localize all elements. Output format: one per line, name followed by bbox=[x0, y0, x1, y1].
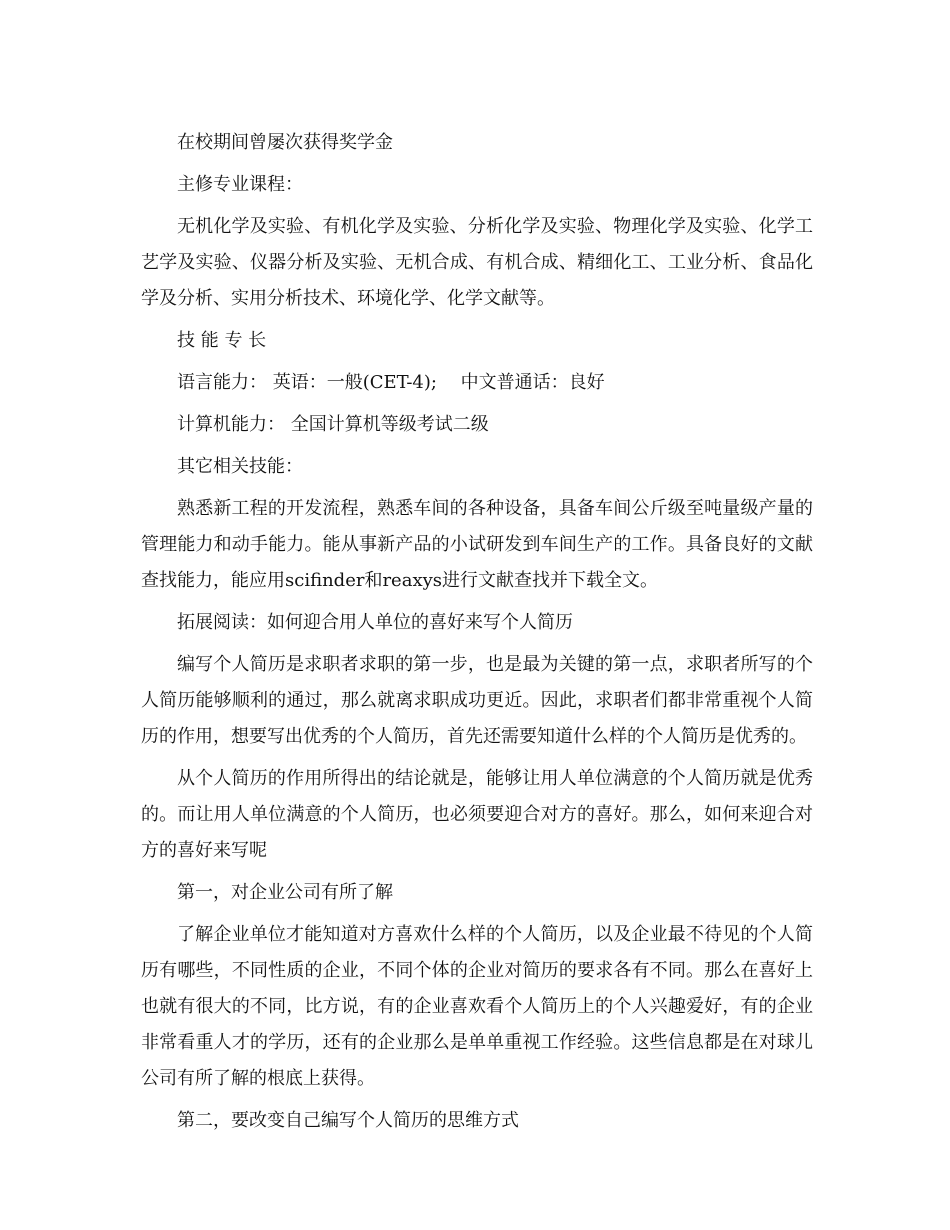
first-point-paragraph: 了解企业单位才能知道对方喜欢什么样的个人简历，以及企业最不待见的个人简历有哪些，不同性质的企业，不同个体的企业对简历的要求各有不同。那么在喜好上也就有很大的不同，比方说，有的企业喜欢看个人简历上的个人兴趣爱好，有的企业非常看重人才的学历，还有的企业那么是单单重视工作经验。这些信息都是在对球儿公司有所了解的根底上获得。 bbox=[141, 924, 813, 1089]
computer-ability: 计算机能力： 全国计算机等级考试二级 bbox=[177, 414, 489, 435]
resume-importance-paragraph: 编写个人简历是求职者求职的第一步，也是最为关键的第一点，求职者所写的个人简历能够顺利的通过，那么就离求职成功更近。因此，求职者们都非常重视个人简历的作用，想要写出优秀的个人简历，首先还需要知道什么样的个人简历是优秀的。 bbox=[141, 654, 813, 747]
major-courses-heading: 主修专业课程： bbox=[177, 174, 303, 195]
other-skills-description: 熟悉新工程的开发流程，熟悉车间的各种设备，具备车间公斤级至吨量级产量的管理能力和动手能力。能从事新产品的小试研发到车间生产的工作。具备良好的文献查找能力，能应用scifinder和reaxys进行文献查找并下载全文。 bbox=[141, 498, 813, 591]
second-point-heading: 第二，要改变自己编写个人简历的思维方式 bbox=[177, 1110, 519, 1131]
extended-reading-title: 拓展阅读：如何迎合用人单位的喜好来写个人简历 bbox=[177, 612, 573, 633]
resume-conclusion-paragraph: 从个人简历的作用所得出的结论就是，能够让用人单位满意的个人简历就是优秀的。而让用人单位满意的个人简历，也必须要迎合对方的喜好。那么，如何来迎合对方的喜好来写呢 bbox=[141, 768, 813, 861]
language-ability: 语言能力： 英语：一般(CET-4); 中文普通话：良好 bbox=[177, 372, 605, 393]
scholarship-line: 在校期间曾屡次获得奖学金 bbox=[177, 132, 393, 153]
skills-heading: 技 能 专 长 bbox=[177, 330, 267, 351]
major-courses-list: 无机化学及实验、有机化学及实验、分析化学及实验、物理化学及实验、化学工艺学及实验、仪器分析及实验、无机合成、有机合成、精细化工、工业分析、食品化学及分析、实用分析技术、环境化学、化学文献等。 bbox=[141, 216, 813, 309]
document-body bbox=[141, 125, 813, 1145]
other-skills-heading: 其它相关技能： bbox=[177, 456, 303, 477]
first-point-heading: 第一，对企业公司有所了解 bbox=[177, 882, 393, 903]
